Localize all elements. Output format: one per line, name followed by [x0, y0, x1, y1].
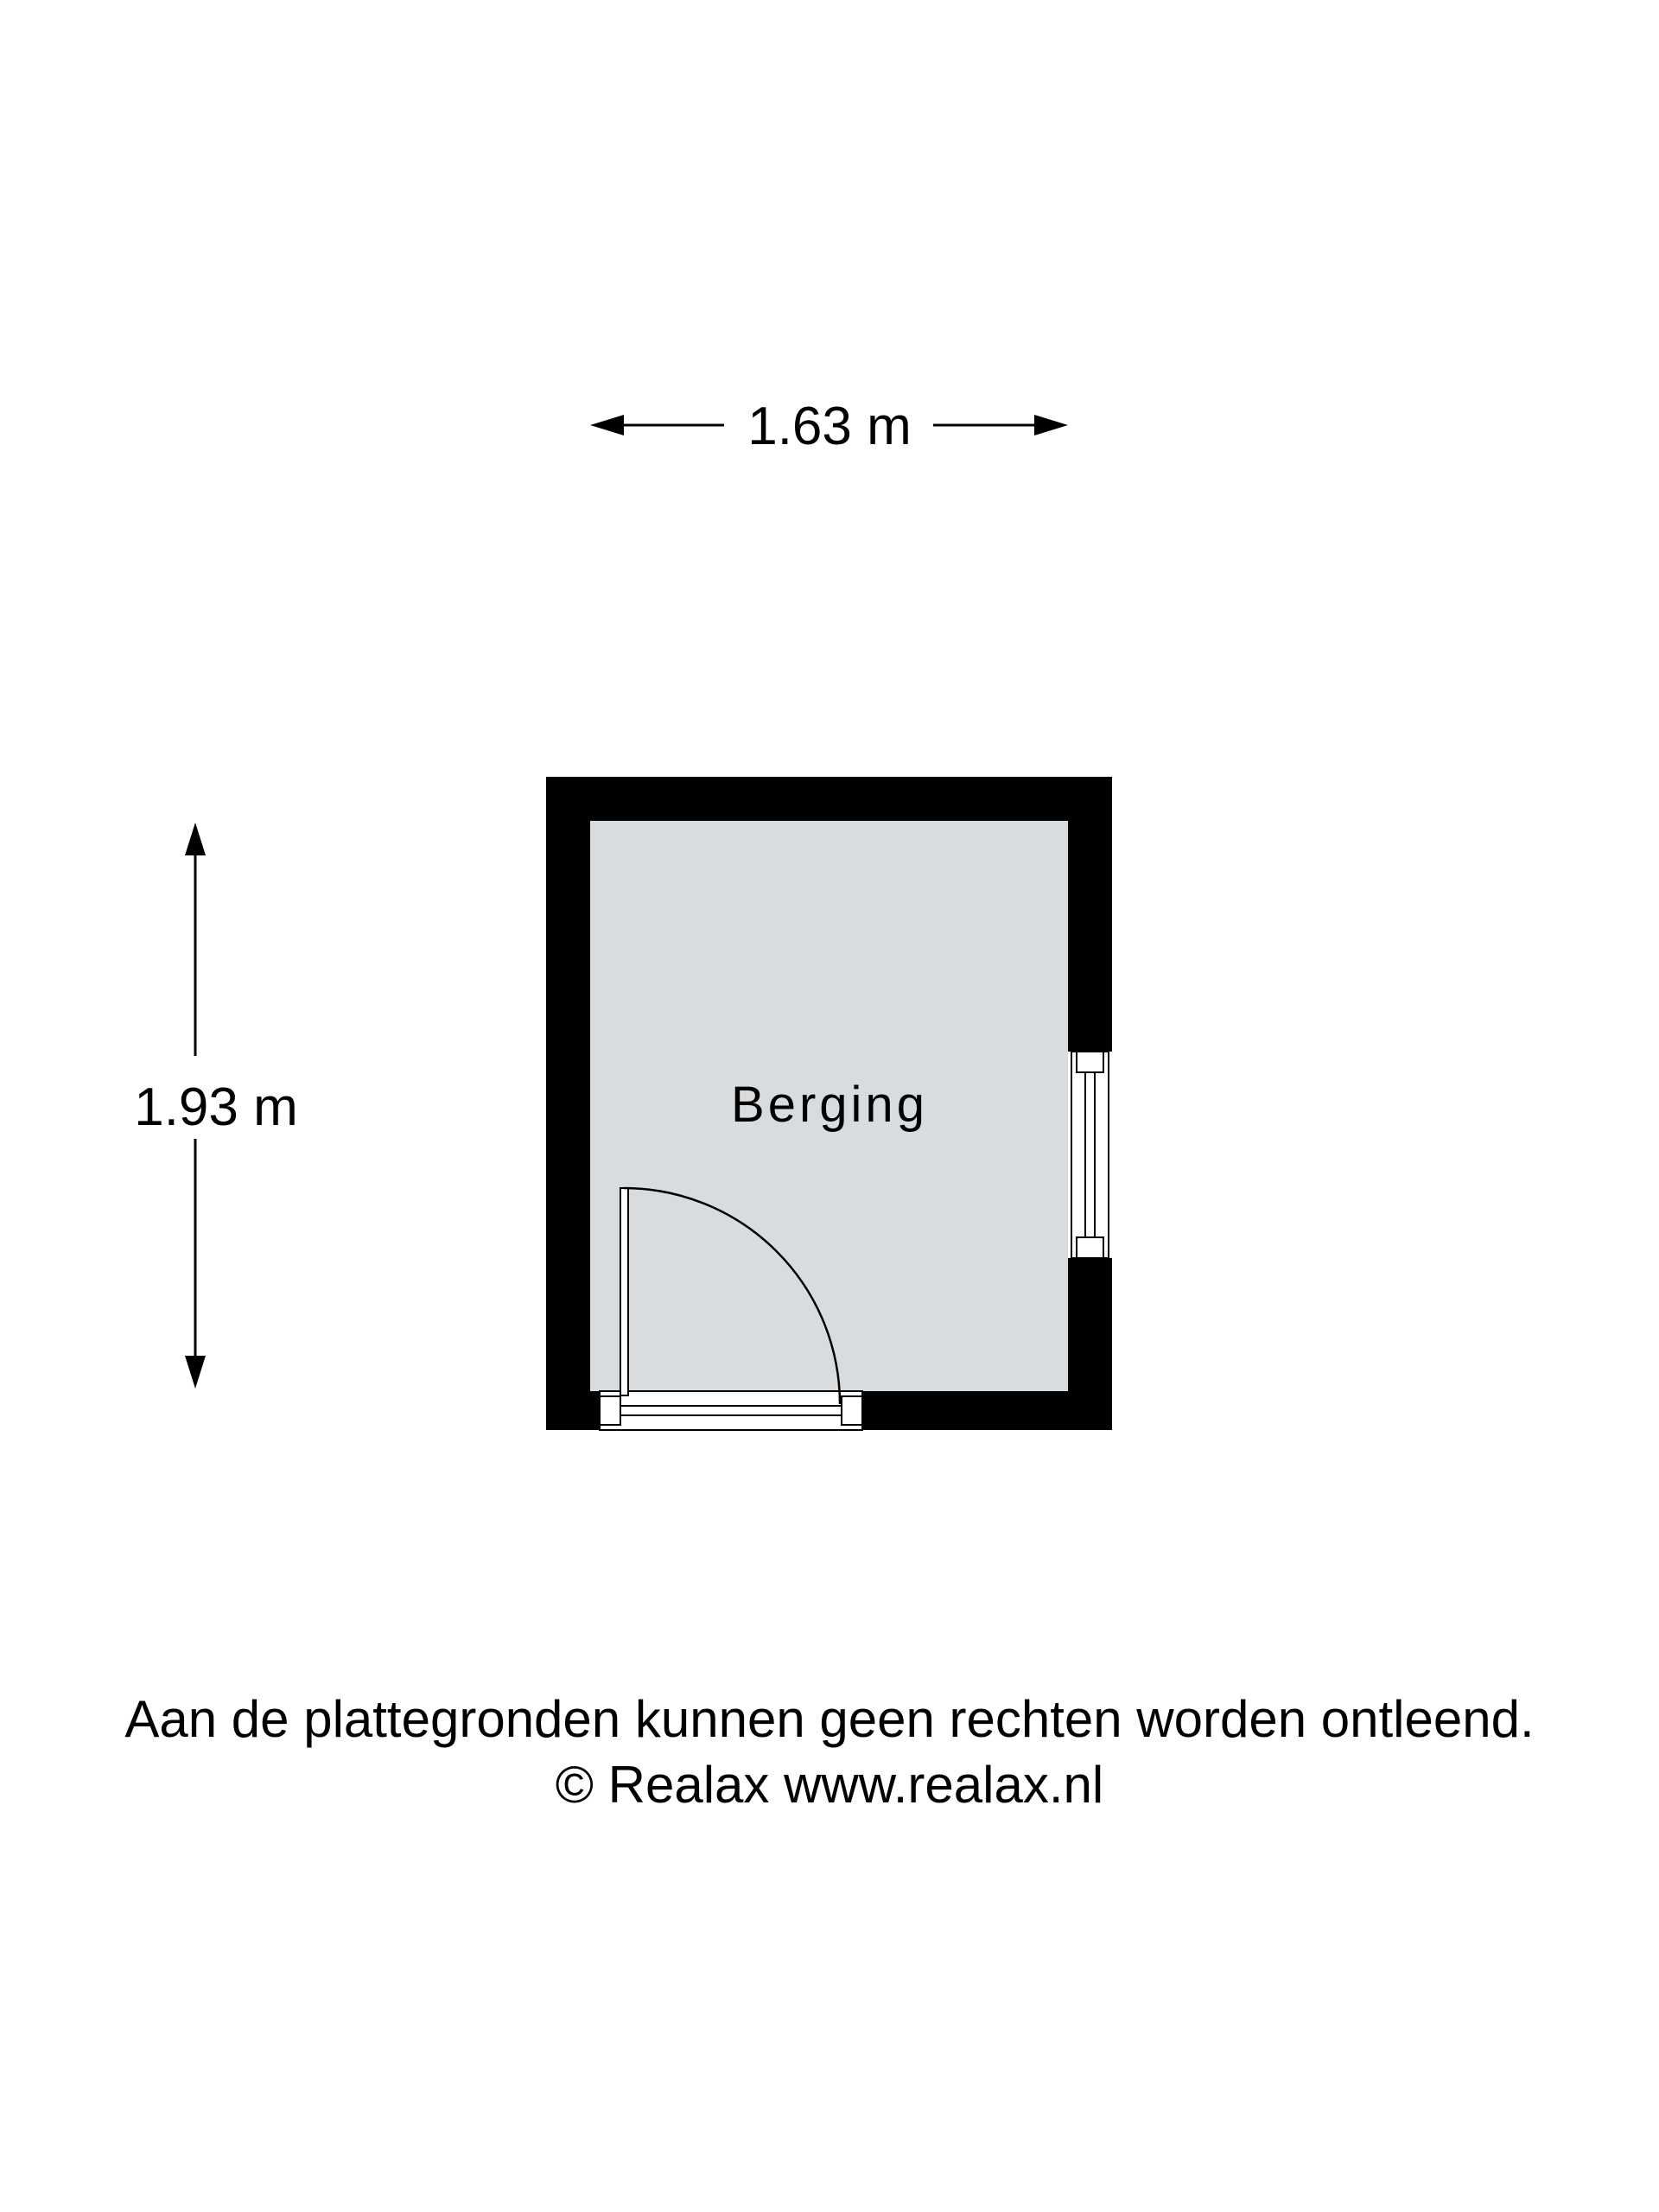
door-jamb-left — [600, 1396, 620, 1425]
window — [1071, 1052, 1109, 1258]
window-sill-bottom — [1077, 1237, 1103, 1258]
height-arrow-down-icon — [185, 1356, 206, 1389]
wall-right-upper — [1068, 777, 1112, 1052]
disclaimer-text: Aan de plattegronden kunnen geen rechten worden ontleend. — [124, 1690, 1535, 1748]
height-dimension — [134, 823, 298, 1389]
wall-top — [546, 777, 1112, 821]
width-arrow-right-icon — [1034, 415, 1068, 435]
wall-bottom-left — [546, 1391, 600, 1430]
width-dimension — [590, 397, 1068, 456]
door-threshold — [600, 1391, 862, 1430]
door-leaf — [620, 1188, 628, 1395]
window-frame — [1071, 1052, 1109, 1258]
width-arrow-left-icon — [590, 415, 624, 435]
door-jamb-right — [842, 1396, 862, 1425]
wall-bottom-right — [862, 1391, 1112, 1430]
height-dimension-label: 1.93 m — [134, 1077, 298, 1137]
wall-left — [546, 777, 590, 1430]
height-arrow-up-icon — [185, 823, 206, 855]
window-sill-top — [1077, 1052, 1103, 1072]
width-dimension-label: 1.63 m — [747, 397, 912, 456]
room-label: Berging — [731, 1077, 928, 1133]
copyright-text: © Realax www.realax.nl — [555, 1756, 1104, 1814]
